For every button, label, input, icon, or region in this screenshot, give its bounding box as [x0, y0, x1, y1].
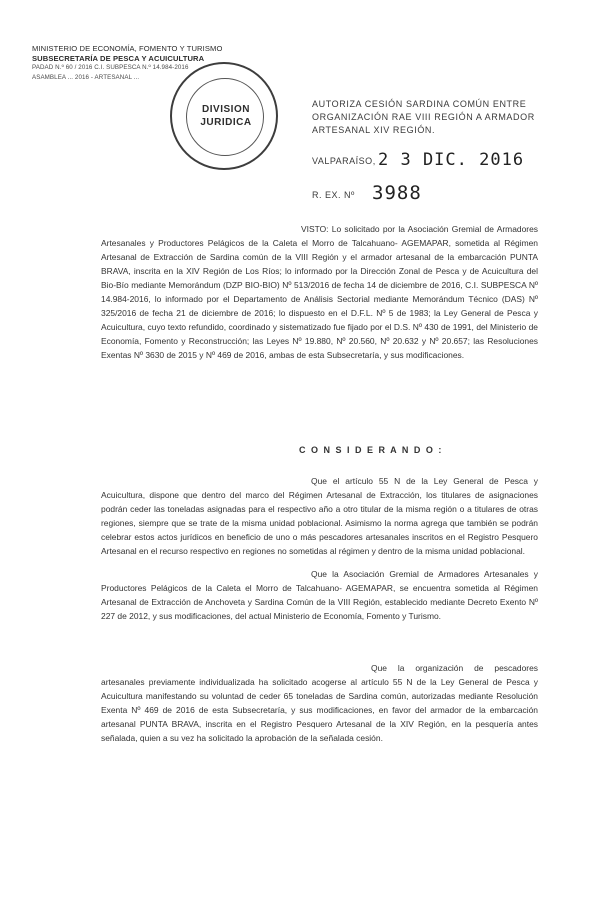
- visto-paragraph: VISTO: Lo solicitado por la Asociación Gremial de Armadores Artesanales y Productores Pelágicos de la Caleta el Morro de Talcahuano- AGEMAPAR, sometida al Régimen Artesanal de Extracción de Sardina común de la VIII Región y el armador artesanal de la embarcación PUNTA BRAVA, inscrita en la XIV Región de Los Ríos; lo informado por la Dirección Zonal de Pesca y de Acuicultura del Bio-Bío mediante Memorándum (DZP BIO-BIO) Nº 513/2016 de fecha 14 de diciembre de 2016, C.I. SUBPESCA Nº 14.984-2016, lo informado por el Departamento de Análisis Sectorial mediante Memorándum Técnico (DAS) Nº 325/2016 de fecha 21 de diciembre de 2016; lo dispuesto en el D.F.L. Nº 5 de 1983; la Ley General de Pesca y Acuicultura, cuyo texto refundido, coordinado y sistematizado fue fijado por el D.S. Nº 430 de 1991, del Ministerio de Economía, Fomento y Reconstrucción; las Leyes Nº 19.880, Nº 20.560, Nº 20.632 y Nº 20.657; las Resoluciones Exentas Nº 3630 de 2015 y Nº 469 de 2016, ambas de esta Subsecretaría, y sus modificaciones.: [101, 224, 538, 360]
- reference-line-1: PADAD N.º 60 / 2016 C.I. SUBPESCA N.º 14.984-2016: [32, 64, 189, 72]
- ministry-name: MINISTERIO DE ECONOMÍA, FOMENTO Y TURISMO: [32, 44, 223, 53]
- considerando-heading: C O N S I D E R A N D O :: [299, 445, 443, 455]
- rex-label: R. EX. Nº: [312, 190, 355, 200]
- stamp-line-1: DIVISION: [202, 104, 250, 115]
- resolution-subject: AUTORIZA CESIÓN SARDINA COMÚN ENTRE ORGANIZACIÓN RAE VIII REGIÓN A ARMADOR ARTESANAL XIV REGIÓN.: [312, 99, 535, 135]
- place-label: VALPARAÍSO,: [312, 156, 376, 166]
- reference-line-2: ASAMBLEA ... 2016 - ARTESANAL ...: [32, 73, 140, 81]
- considerando-3-paragraph: Que la organización de pescadores artesanales previamente individualizada ha solicitado acogerse al artículo 55 N de la Ley General de Pesca y Acuicultura manifestando su voluntad de ceder 65 toneladas de Sardina común, autorizadas mediante Resolución Exenta Nº 469 de 2016 de esta Subsecretaría, y sus modificaciones, en favor del armador de la embarcación artesanal PUNTA BRAVA, inscrita en el Registro Pesquero Artesanal de la XIV Región, en la pesquería antes señalada, quien a su vez ha solicitado la aprobación de la señalada cesión.: [101, 663, 538, 743]
- resolution-number: 3988: [372, 182, 422, 204]
- division-juridica-stamp: [170, 62, 278, 170]
- considerando-2-paragraph: Que la Asociación Gremial de Armadores Artesanales y Productores Pelágicos de la Caleta el Morro de Talcahuano- AGEMAPAR, se encuentra sometida al Régimen Artesanal de Extracción de Anchoveta y Sardina Común de la VIII Región, establecido mediante Decreto Exento Nº 227 de 2012, y sus modificaciones, del actual Ministerio de Economía, Fomento y Turismo.: [101, 569, 538, 621]
- considerando-1-paragraph: Que el artículo 55 N de la Ley General de Pesca y Acuicultura, dispone que dentro del marco del Régimen Artesanal de Extracción, los titulares de asignaciones podrán ceder las toneladas asignadas para el respectivo año a otro titular de la misma región o a titulares de otras regiones, siempre que se trate de la misma unidad poblacional. Asimismo la norma agrega que también se podrán celebrar estos actos jurídicos en beneficio de uno o más pescadores artesanales inscritos en el Registro Pesquero Artesanal en el recurso respectivo en regiones no sometidas al régimen y dentro de la misma unidad poblacional.: [101, 476, 538, 556]
- resolution-date: 2 3 DIC. 2016: [378, 150, 525, 170]
- stamp-line-2: JURIDICA: [200, 117, 252, 128]
- undersecretariat-name: SUBSECRETARÍA DE PESCA Y ACUICULTURA: [32, 53, 205, 63]
